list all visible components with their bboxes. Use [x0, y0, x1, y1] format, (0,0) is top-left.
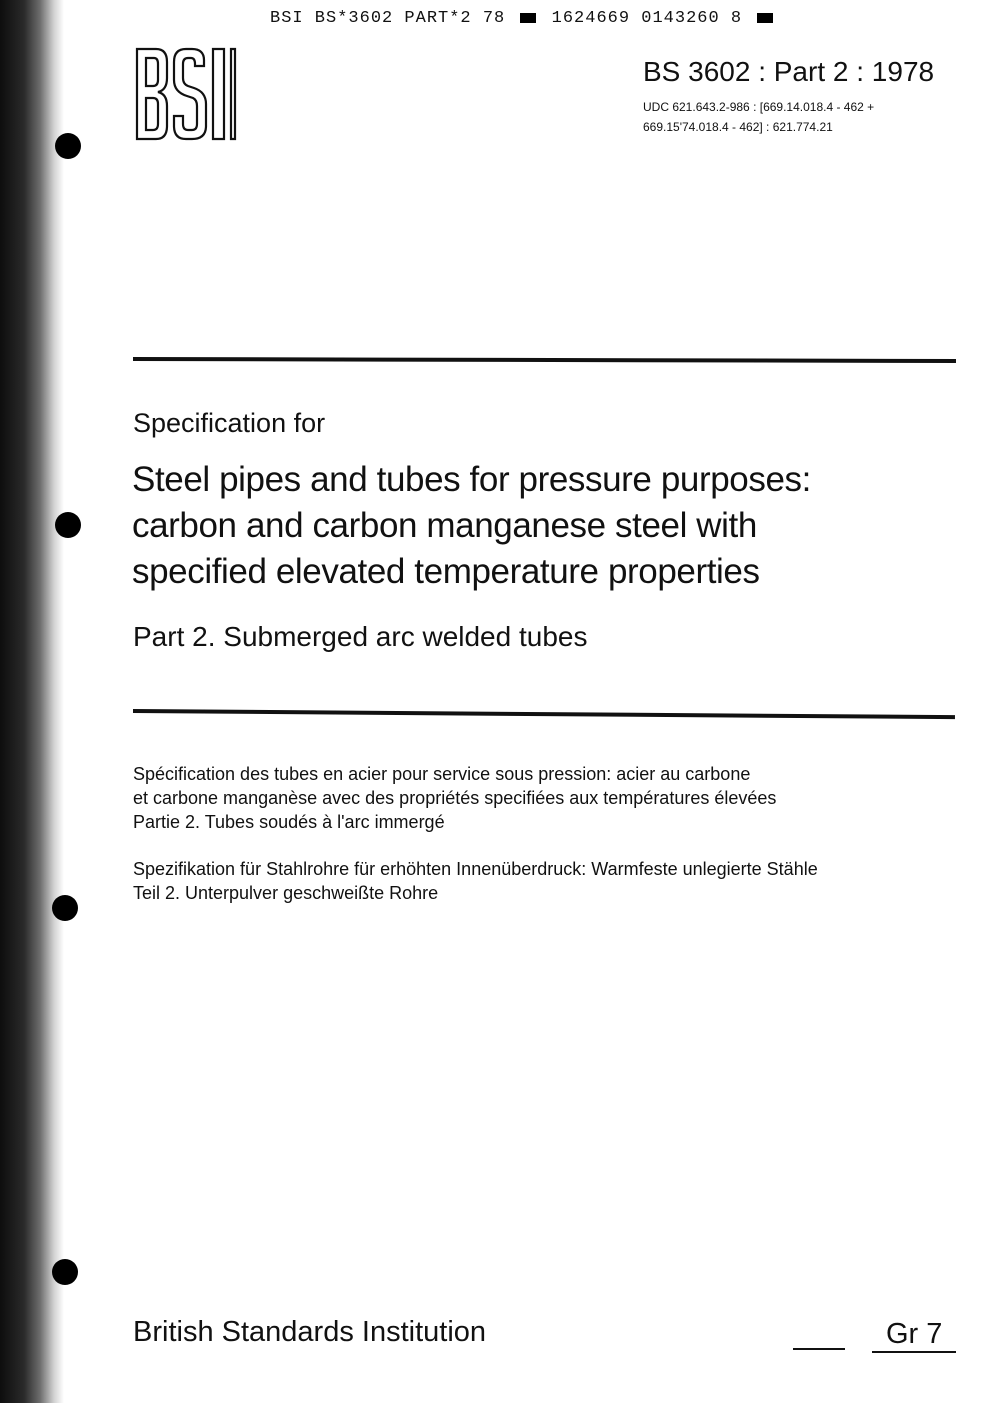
middle-rule — [133, 709, 955, 719]
standard-number: BS 3602 : Part 2 : 1978 — [643, 56, 935, 87]
specification-for-label: Specification for — [133, 408, 326, 438]
main-title — [132, 457, 962, 595]
french-title — [133, 762, 776, 834]
punch-hole-3 — [52, 895, 78, 921]
punch-hole-4 — [52, 1259, 78, 1285]
bsi-logo-mark — [134, 46, 240, 142]
price-group-underline — [872, 1351, 956, 1353]
french-title-line-1: Spécification des tubes en acier pour service sous pression: acier au carbone — [133, 764, 751, 784]
header-block-mark — [520, 13, 536, 23]
main-title-line-1: Steel pipes and tubes for pressure purposes: — [132, 460, 811, 499]
scan-margin-shadow — [0, 0, 64, 1403]
german-title — [133, 857, 818, 905]
punch-hole-2 — [55, 512, 81, 538]
punch-hole-1 — [55, 133, 81, 159]
scan-header-line — [270, 9, 777, 28]
top-rule — [133, 357, 956, 363]
french-title-line-2: et carbone manganèse avec des propriétés specifiées aux températures élevées — [133, 788, 777, 808]
price-blank-line — [793, 1348, 845, 1350]
udc-classification — [643, 97, 874, 137]
header-block-mark-end — [757, 13, 773, 23]
french-title-line-3: Partie 2. Tubes soudés à l'arc immergé — [133, 812, 445, 832]
main-title-line-3: specified elevated temperature properties — [132, 552, 760, 591]
main-title-line-2: carbon and carbon manganese steel with — [132, 506, 757, 545]
price-group: Gr 7 — [886, 1318, 943, 1350]
publisher-name: British Standards Institution — [133, 1316, 487, 1348]
part-title: Part 2. Submerged arc welded tubes — [133, 621, 588, 652]
udc-line-1: UDC 621.643.2-986 : [669.14.018.4 - 462 + — [643, 100, 875, 114]
header-text-left: BSI BS*3602 PART*2 78 — [270, 9, 506, 28]
german-title-line-2: Teil 2. Unterpulver geschweißte Rohre — [133, 883, 439, 903]
bsi-logo — [134, 46, 240, 147]
header-text-right: 1624669 0143260 8 — [551, 9, 743, 28]
udc-line-2: 669.15'74.018.4 - 462] : 621.774.21 — [643, 120, 833, 134]
german-title-line-1: Spezifikation für Stahlrohre für erhöhten Innenüberdruck: Warmfeste unlegierte Stähle — [133, 859, 818, 879]
